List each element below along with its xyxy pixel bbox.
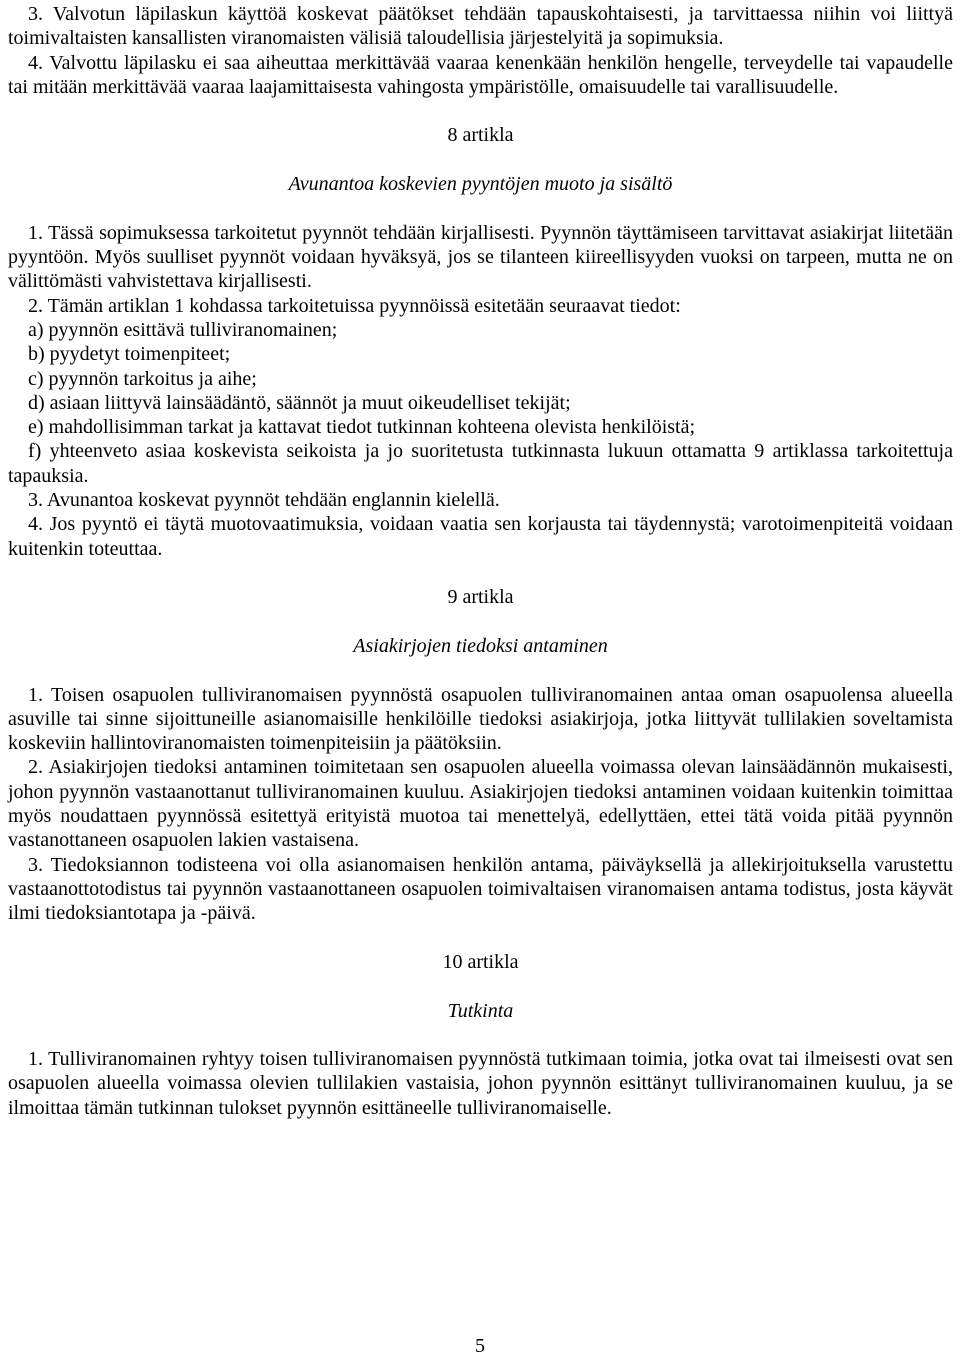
article-8-paragraph-3: 3. Avunantoa koskevat pyynnöt tehdään englannin kielellä. bbox=[28, 489, 500, 512]
article-10-paragraph-1: 1. Tulliviranomainen ryhtyy toisen tulliviranomaisen pyynnöstä tutkimaan toimia, jotka ovat tai ilmeisesti ovat sen osapuolen alueella voimassa olevien tullilakien vastaisia, johon pyynnön esittänyt tulliviranomainen kuuluu, ja se ilmoittaa tämän tutkinnan tulokset pyynnön esittäneelle tulliviranomaiselle. bbox=[8, 1048, 953, 1119]
article-8-paragraph-4: 4. Jos pyyntö ei täytä muotovaatimuksia, voidaan vaatia sen korjausta tai täydennystä; varotoimenpiteitä voidaan kuitenkin toteuttaa. bbox=[8, 513, 953, 560]
article-8-item-e: e) mahdollisimman tarkat ja kattavat tiedot tutkinnan kohteena olevista henkilöistä; bbox=[28, 416, 696, 439]
article-9-paragraph-2: 2. Asiakirjojen tiedoksi antaminen toimitetaan sen osapuolen alueella voimassa olevan lainsäädännön mukaisesti, johon pyynnön vastaanottanut tulliviranomainen kuuluu. Asiakirjojen tiedoksi antaminen voidaan kuitenkin toimittaa myös noudattaen pyynnössä esitettyä erityistä muotoa tai menettelyä, edellyttäen, ettei tätä voida pitää pyynnön vastanottaneen osapuolen lakien vastaisena. bbox=[8, 756, 953, 852]
article-10-number: 10 artikla bbox=[442, 950, 519, 973]
paragraph-top-3: 3. Valvotun läpilaskun käyttöä koskevat päätökset tehdään tapauskohtaisesti, ja tarvittaessa niihin voi liittyä toimivaltaisten kansallisten viranomaisten välisiä taloudellisia järjestelyitä ja sopimuksia. bbox=[8, 3, 953, 50]
article-8-item-c: c) pyynnön tarkoitus ja aihe; bbox=[28, 367, 257, 390]
article-8-item-a: a) pyynnön esittävä tulliviranomainen; bbox=[28, 318, 338, 341]
article-8-paragraph-1: 1. Tässä sopimuksessa tarkoitetut pyynnöt tehdään kirjallisesti. Pyynnön täyttämiseen tarvittavat asiakirjat liitetään pyyntöön. Myös suulliset pyynnöt voidaan hyväksyä, jos se tilanteen kiireellisyyden vuoksi on tarpeen, mutta ne on välittömästi vahvistettava kirjallisesti. bbox=[8, 221, 953, 293]
article-9-paragraph-1: 1. Toisen osapuolen tulliviranomaisen pyynnöstä osapuolen tulliviranomainen antaa oman osapuolensa alueella asuville tai sinne sijoittuneille asianomaisille henkilöille tiedoksi asiakirjoja, jotka liittyvät tullilakien soveltamista koskeviin hallintoviranomaisten toimenpiteisiin ja päätöksiin. bbox=[8, 683, 953, 755]
article-8-item-f: f) yhteenveto asiaa koskevista seikoista ja jo suoritetusta tutkinnasta lukuun ottamatta 9 artiklassa tarkoitettuja tapauksia. bbox=[8, 440, 953, 487]
paragraph-top-4: 4. Valvottu läpilasku ei saa aiheuttaa merkittävää vaaraa kenenkään henkilön hengelle, terveydelle tai vapaudelle tai mitään merkittävää vaaraa laajamittaisesta vahingosta ympäristölle, omaisuudelle tai varallisuudelle. bbox=[8, 51, 953, 98]
article-8-number: 8 artikla bbox=[447, 124, 514, 147]
article-8-paragraph-2: 2. Tämän artiklan 1 kohdassa tarkoitetuissa pyynnöissä esitetään seuraavat tiedot: bbox=[28, 294, 681, 317]
article-9-title: Asiakirjojen tiedoksi antaminen bbox=[353, 635, 608, 658]
article-9-paragraph-3: 3. Tiedoksiannon todisteena voi olla asianomaisen henkilön antama, päiväyksellä ja allekirjoituksella varustettu vastaanottotodistus tai pyynnön vastaanottaneen osapuolen toimivaltaisen viranomaisen antama todistus, josta käyvät ilmi tiedoksiantotapa ja -päivä. bbox=[8, 853, 953, 925]
article-8-title: Avunantoa koskevien pyyntöjen muoto ja sisältö bbox=[288, 173, 673, 196]
article-8-item-b: b) pyydetyt toimenpiteet; bbox=[28, 343, 231, 366]
article-9-number: 9 artikla bbox=[447, 585, 514, 608]
page-number: 5 bbox=[475, 1335, 485, 1357]
article-10-title: Tutkinta bbox=[447, 999, 514, 1022]
article-8-item-d: d) asiaan liittyvä lainsäädäntö, säännöt ja muut oikeudelliset tekijät; bbox=[28, 391, 571, 414]
document-page bbox=[8, 2, 953, 1120]
